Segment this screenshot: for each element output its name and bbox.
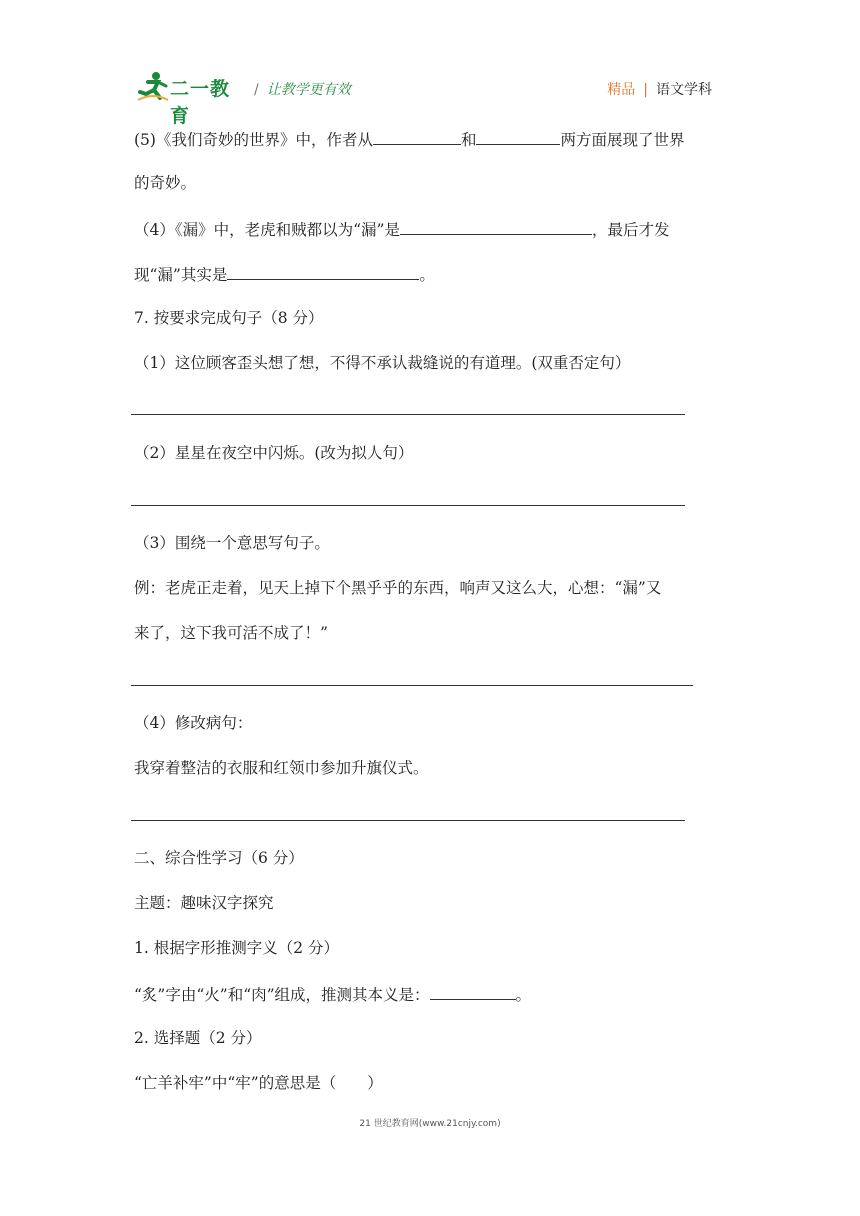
q5-blank-1[interactable] xyxy=(373,128,461,145)
question-7-4-sentence: 我穿着整洁的衣服和红领巾参加升旗仪式。 xyxy=(134,759,429,777)
question-7-title: 7. 按要求完成句子（8 分） xyxy=(134,309,324,327)
q4-text-b: ，最后才发 xyxy=(591,221,670,239)
running-man-logo-icon xyxy=(136,70,170,104)
page-header xyxy=(136,70,726,127)
question-4-line-1 xyxy=(134,218,669,240)
answer-line-7-1[interactable] xyxy=(131,414,685,415)
q5-blank-2[interactable] xyxy=(476,128,560,145)
answer-line-7-2[interactable] xyxy=(131,505,685,506)
q4-blank-1[interactable] xyxy=(400,218,592,235)
question-7-2: （2）星星在夜空中闪烁。(改为拟人句） xyxy=(134,444,414,462)
section-2-question-2: 2. 选择题（2 分） xyxy=(134,1029,262,1047)
sec2-q1-text-b: 。 xyxy=(515,986,532,1004)
answer-line-7-4[interactable] xyxy=(131,820,685,821)
q5-text-d: 的奇妙。 xyxy=(134,174,197,192)
q4-blank-2[interactable] xyxy=(227,263,419,280)
logo xyxy=(136,70,246,127)
quality-tag: 精品 xyxy=(607,82,636,98)
slogan-text: 让教学更有效 xyxy=(266,82,351,98)
logo-text: 二一教育 xyxy=(170,78,231,127)
q5-text-a: (5)《我们奇妙的世界》中，作者从 xyxy=(134,131,373,149)
slogan: / 让教学更有效 xyxy=(254,82,351,98)
page-footer: 21 世纪教育网(www.21cnjy.com) xyxy=(359,1119,501,1129)
q4-text-a: （4）《漏》中，老虎和贼都以为“漏”是 xyxy=(134,221,400,239)
header-separator: | xyxy=(643,82,648,98)
q5-text-b: 和 xyxy=(460,131,477,149)
question-7-4: （4）修改病句： xyxy=(134,714,253,732)
question-5-line-1 xyxy=(134,128,685,150)
section-2-question-2-text: “亡羊补牢”中“牢”的意思是（ ） xyxy=(134,1074,383,1092)
section-2-question-1: 1. 根据字形推测字义（2 分） xyxy=(134,939,340,957)
subject-label: 语文学科 xyxy=(656,82,712,98)
question-7-3: （3）围绕一个意思写句子。 xyxy=(134,534,330,552)
section-2-question-1-text xyxy=(134,983,531,1005)
question-7-1: （1）这位顾客歪头想了想，不得不承认裁缝说的有道理。(双重否定句） xyxy=(134,354,631,372)
section-2-title: 二、综合性学习（6 分） xyxy=(134,849,304,867)
header-right xyxy=(607,79,712,99)
question-4-line-2 xyxy=(134,263,435,285)
sec2-q1-blank[interactable] xyxy=(430,983,516,1000)
sec2-q1-text-a: “炙”字由“火”和“肉”组成，推测其本义是： xyxy=(134,986,430,1004)
q4-text-c: 现“漏”其实是 xyxy=(134,266,228,284)
section-2-theme: 主题：趣味汉字探究 xyxy=(134,894,274,912)
answer-line-7-3[interactable] xyxy=(131,685,693,686)
question-7-3-example-line-1: 例：老虎正走着，见天上掉下个黑乎乎的东西，响声又这么大，心想：“漏”又 xyxy=(134,579,662,597)
q4-text-d: 。 xyxy=(419,266,435,284)
question-7-3-example-line-2: 来了，这下我可活不成了！” xyxy=(134,624,328,642)
q5-text-c: 两方面展现了世界 xyxy=(560,131,685,149)
question-5-line-2 xyxy=(134,173,196,193)
